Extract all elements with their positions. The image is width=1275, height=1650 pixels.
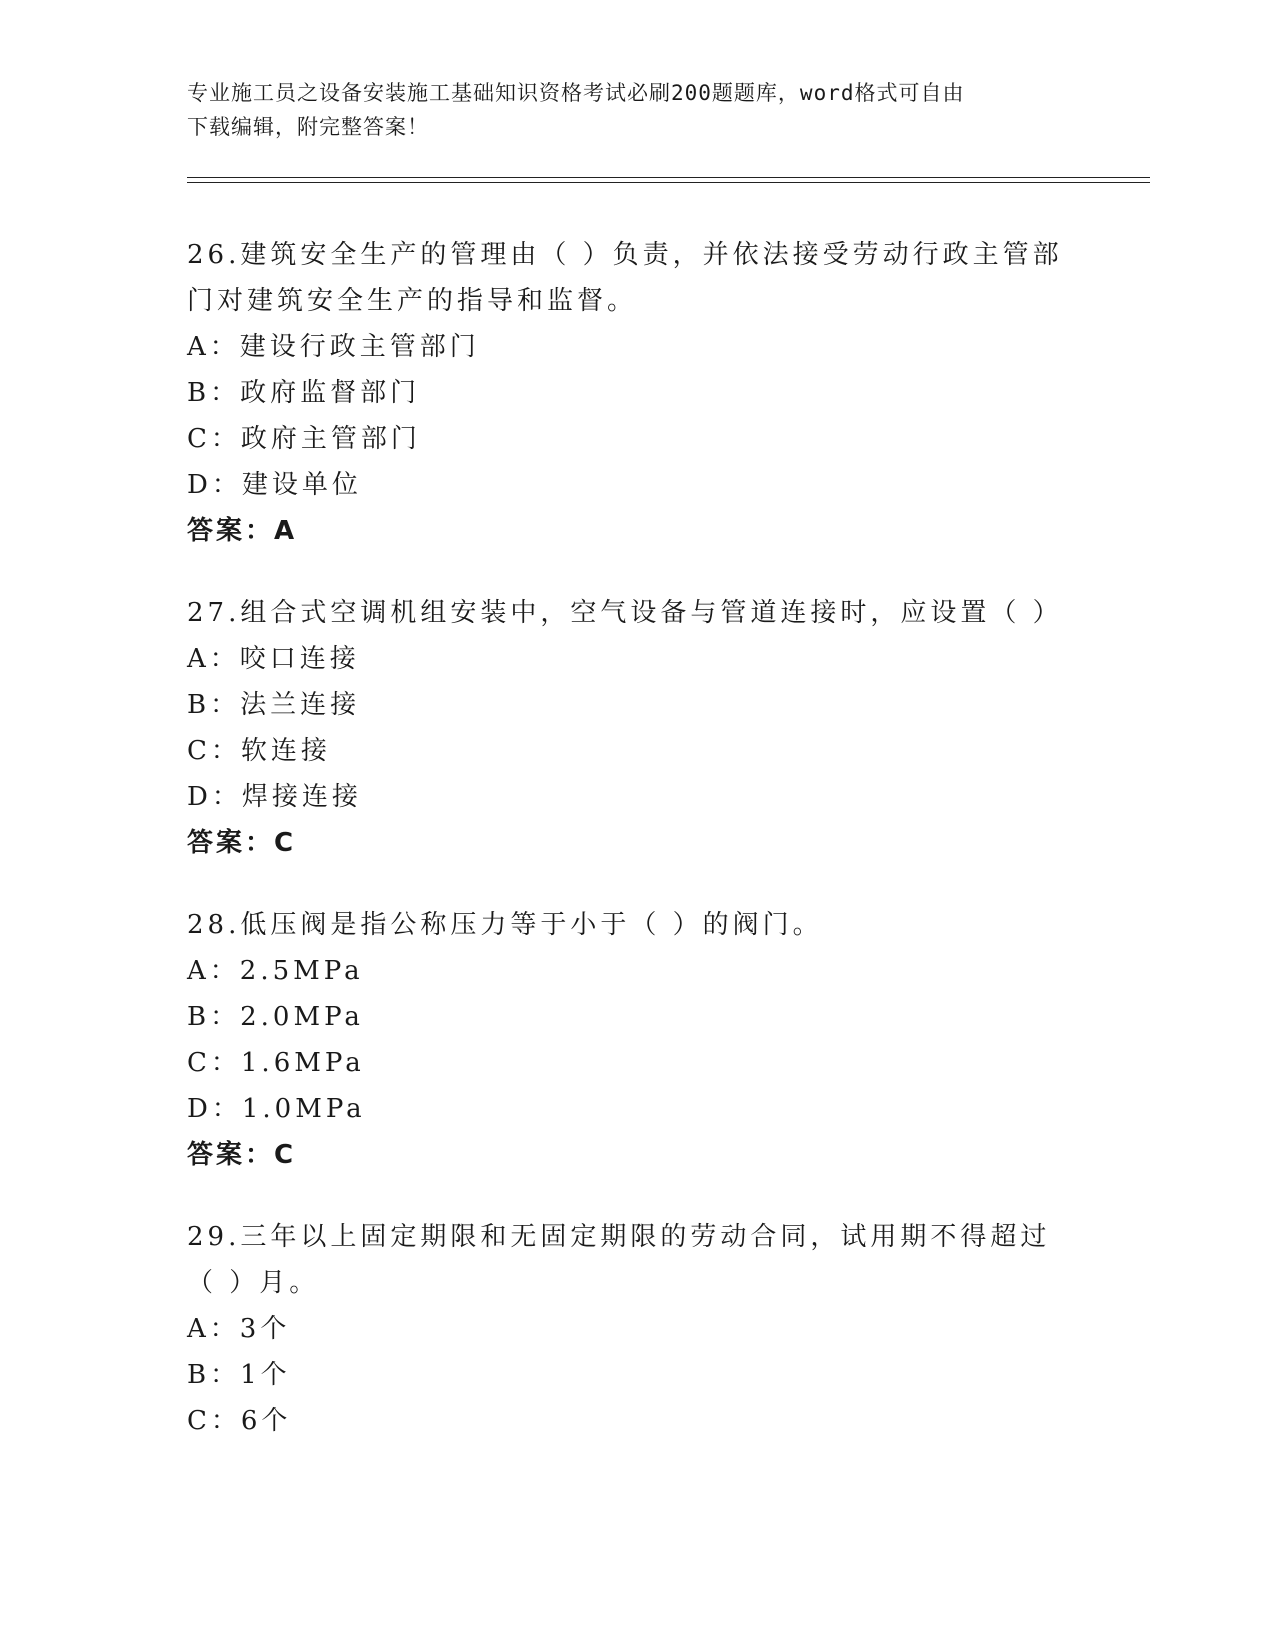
question-stem: 29.三年以上固定期限和无固定期限的劳动合同，试用期不得超过（ ）月。: [187, 1222, 1051, 1298]
option-c: C：1.6MPa: [187, 1048, 365, 1078]
option-a: A：建设行政主管部门: [187, 332, 480, 362]
option-b: B：法兰连接: [187, 690, 361, 720]
option-a: A：咬口连接: [187, 644, 360, 674]
answer-label: 答案：C: [187, 828, 297, 858]
question-list: [187, 232, 1067, 1480]
question-stem: 27.组合式空调机组安装中，空气设备与管道连接时，应设置（ ）: [187, 598, 1063, 628]
answer-label: 答案：C: [187, 1140, 297, 1170]
header-title-line2: 下载编辑，附完整答案！: [187, 115, 429, 139]
option-b: B：2.0MPa: [187, 1002, 364, 1032]
option-d: D：建设单位: [187, 470, 362, 500]
option-a: A：2.5MPa: [187, 956, 364, 986]
header-divider-top: [187, 177, 1150, 178]
question-29: [187, 1214, 1067, 1444]
question-26: [187, 232, 1067, 554]
option-c: C：软连接: [187, 736, 331, 766]
option-b: B：1个: [187, 1360, 291, 1390]
option-c: C：政府主管部门: [187, 424, 421, 454]
option-d: D：焊接连接: [187, 782, 362, 812]
question-27: [187, 590, 1067, 866]
option-d: D：1.0MPa: [187, 1094, 366, 1124]
answer-label: 答案：A: [187, 516, 298, 546]
option-b: B：政府监督部门: [187, 378, 421, 408]
document-header: [187, 76, 1087, 144]
question-28: [187, 902, 1067, 1178]
header-divider-bottom: [187, 182, 1150, 183]
question-stem: 28.低压阀是指公称压力等于小于（ ）的阀门。: [187, 910, 823, 940]
question-stem: 26.建筑安全生产的管理由（ ）负责，并依法接受劳动行政主管部门对建筑安全生产的指导和监督。: [187, 240, 1063, 316]
header-title-line1: 专业施工员之设备安装施工基础知识资格考试必刷200题题库，word格式可自由: [187, 81, 965, 105]
option-c: C：6个: [187, 1406, 292, 1436]
option-a: A：3个: [187, 1314, 291, 1344]
